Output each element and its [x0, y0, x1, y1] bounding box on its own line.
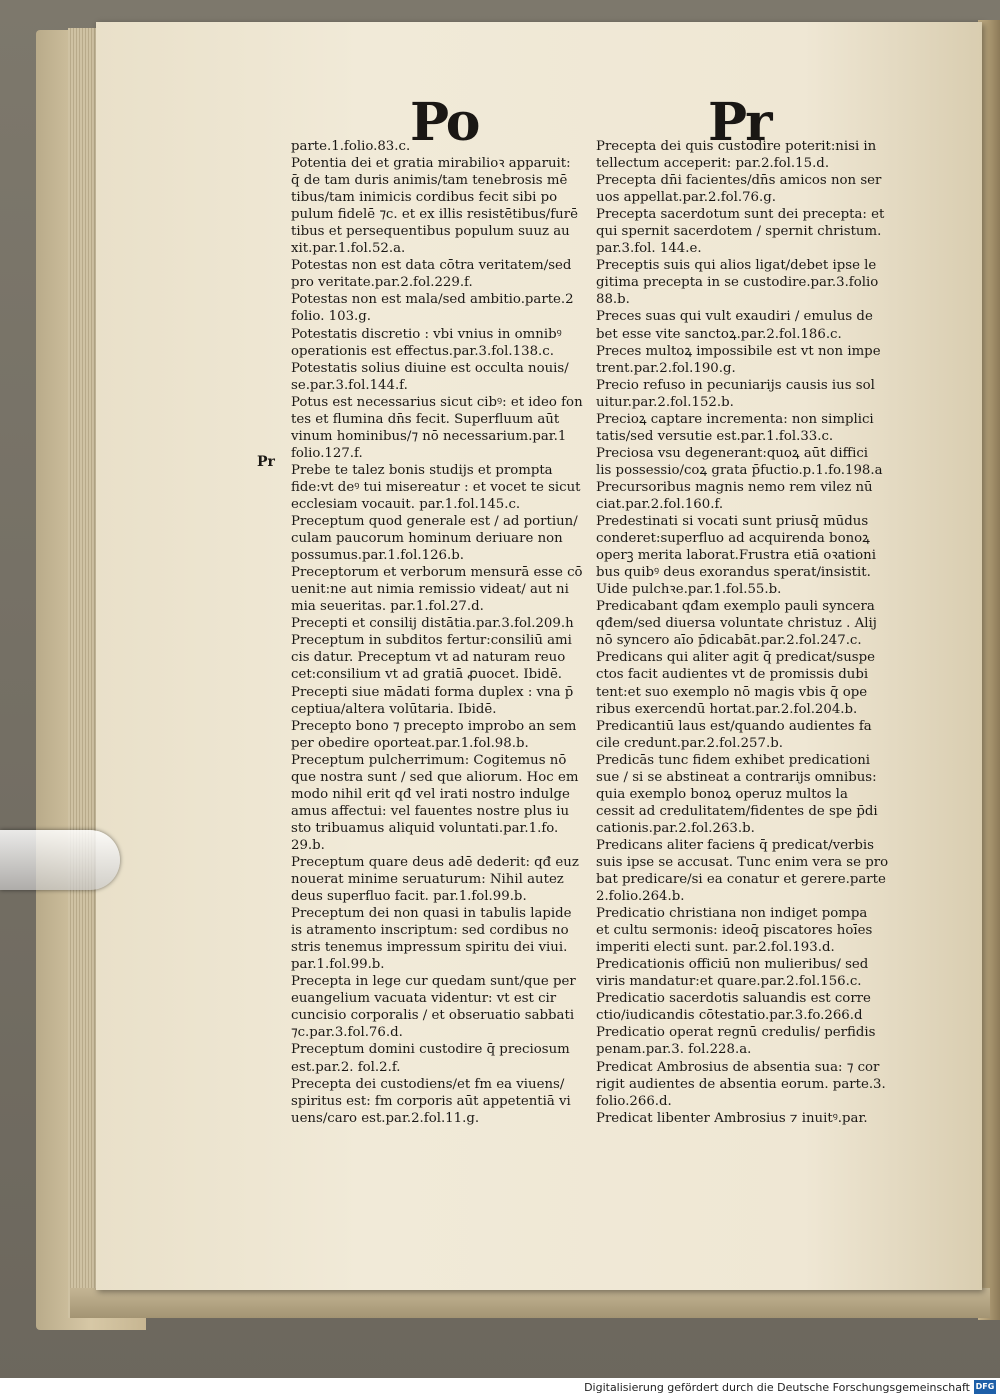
text-line: ctio/iudicandis cōtestatio.par.3.fo.266.d: [596, 1008, 863, 1024]
text-line: se.par.3.fol.144.f.: [291, 377, 408, 393]
text-line: trent.par.2.fol.190.g.: [596, 360, 736, 376]
text-line: mia seueritas. par.1.fol.27.d.: [291, 599, 484, 615]
text-line: amus affectui: vel fauentes nostre plus iu: [291, 803, 570, 819]
text-line: nouerat minime seruaturum: Nihil autez: [291, 872, 564, 888]
text-line: imperiti electi sunt. par.2.fol.193.d.: [596, 940, 835, 956]
text-line: que nostra sunt / sed que aliorum. Hoc em: [291, 769, 579, 785]
text-line: tibus/tam inimicis cordibus fecit sibi po: [291, 190, 558, 206]
text-line: rigit audientes de absentia eorum. parte.3.: [596, 1076, 886, 1092]
left-text-column: [291, 138, 591, 1127]
text-line: Precepto bono ⁊ precepto improbo an sem: [291, 718, 577, 734]
text-line: operꝫ merita laborat.Frustra etiā oꝛationi: [596, 548, 876, 564]
text-line: vinum hominibus/⁊ nō necessarium.par.1: [291, 428, 567, 444]
running-header-right: Pr: [708, 92, 771, 153]
text-line: cis datur. Preceptum vt ad naturam reuo: [291, 650, 566, 666]
text-line: parte.1.folio.83.c.: [291, 139, 411, 154]
text-line: Predicās tunc fidem exhibet predicationi: [596, 752, 871, 768]
text-line: Precepta sacerdotum sunt dei precepta: et: [596, 207, 885, 223]
text-line: Potestatis solius diuine est occulta nouis/: [291, 360, 569, 376]
text-line: quia exemplo bonoꝝ operuz multos la: [596, 786, 848, 802]
text-line: Potestatis discretio : vbi vnius in omnibꝰ: [291, 326, 562, 342]
text-line: culam paucorum hominum deriuare non: [291, 531, 563, 547]
text-line: cile credunt.par.2.fol.257.b.: [596, 735, 783, 751]
text-line: Potentia dei et gratia mirabilioꝛ apparuit:: [291, 156, 571, 172]
text-line: Potestas non est mala/sed ambitio.parte.2: [291, 292, 574, 308]
text-line: Predicat Ambrosius de absentia sua: ⁊ cor: [596, 1059, 880, 1075]
text-line: uos appellat.par.2.fol.76.g.: [596, 190, 776, 206]
text-line: est.par.2. fol.2.f.: [291, 1059, 401, 1075]
text-line: nō syncero aīo p̄dicabāt.par.2.fol.247.c.: [596, 633, 862, 649]
text-line: cuncisio corporalis / et obseruatio sabbati: [291, 1008, 575, 1024]
text-line: sue / si se abstineat a contrarijs omnibus:: [596, 769, 877, 785]
text-line: Preces suas qui vult exaudiri / emulus de: [596, 309, 873, 325]
text-line: Precepti siue mādati forma duplex : vna p̄: [291, 684, 574, 700]
text-line: uens/caro est.par.2.fol.11.g.: [291, 1110, 480, 1126]
footer-credit: Digitalisierung gefördert durch die Deutsche Forschungsgemeinschaft: [584, 1381, 970, 1394]
text-line: bat predicare/si ea conatur et gerere.parte: [596, 872, 886, 888]
text-line: per obedire oporteat.par.1.fol.98.b.: [291, 735, 529, 751]
text-line: Predicatio sacerdotis saluandis est corre: [596, 991, 871, 1007]
text-line: Precursoribus magnis nemo rem vilez nū: [596, 479, 873, 495]
text-line: Precepta in lege cur quedam sunt/que per: [291, 974, 576, 990]
running-header-left: Po: [410, 92, 479, 153]
text-line: is atramento inscriptum: sed cordibus no: [291, 923, 569, 939]
text-line: Preceptum quare deus adē dederit: qđ euz: [291, 854, 579, 870]
text-line: ecclesiam vocauit. par.1.fol.145.c.: [291, 496, 521, 512]
text-line: 29.b.: [291, 837, 325, 853]
text-line: penam.par.3. fol.228.a.: [596, 1042, 752, 1058]
text-line: Potus est necessarius sicut cibꝰ: et ideo fon: [291, 394, 583, 410]
text-line: Potestas non est data cōtra veritatem/sed: [291, 258, 572, 274]
text-line: bet esse vite sanctoꝝ.par.2.fol.186.c.: [596, 326, 842, 342]
margin-note: Pr: [257, 454, 275, 470]
text-line: stris tenemus impressum spiritu dei viui.: [291, 940, 568, 956]
text-line: tes et flumina dn̄s fecit. Superfluum aūt: [291, 411, 560, 427]
text-line: Prebe te talez bonis studijs et prompta: [291, 462, 553, 478]
text-line: Preceptorum et verborum mensurā esse cō: [291, 565, 583, 581]
text-line: ribus exercendū hortat.par.2.fol.204.b.: [596, 701, 858, 717]
text-line: qui spernit sacerdotem / spernit christum.: [596, 224, 882, 240]
text-line: euangelium vacuata videntur: vt est cir: [291, 991, 557, 1007]
text-line: Predicat libenter Ambrosius ⁊ inuitꝰ.par.: [596, 1110, 868, 1126]
text-line: cationis.par.2.fol.263.b.: [596, 820, 755, 836]
text-line: tatis/sed versutie est.par.1.fol.33.c.: [596, 428, 834, 444]
text-line: 88.b.: [596, 292, 630, 308]
text-line: deus superfluo facit. par.1.fol.99.b.: [291, 889, 527, 905]
text-line: Predicans aliter faciens q̄ predicat/verbis: [596, 837, 874, 853]
dfg-logo: DFG: [974, 1380, 996, 1394]
text-line: Predestinati si vocati sunt priusq̄ mūdus: [596, 514, 869, 530]
text-line: xit.par.1.fol.52.a.: [291, 241, 406, 257]
text-line: ciat.par.2.fol.160.f.: [596, 496, 724, 512]
text-line: Predicantiū laus est/quando audientes fa: [596, 718, 872, 734]
text-line: spiritus est: fm corporis aūt appetentiā vi: [291, 1093, 571, 1109]
text-line: tent:et suo exemplo nō magis vbis q̄ ope: [596, 684, 868, 700]
text-line: uitur.par.2.fol.152.b.: [596, 394, 734, 410]
text-line: fide:vt deꝰ tui misereatur : et vocet te sicut: [291, 479, 581, 495]
text-line: bus quibꝰ deus exorandus sperat/insistit.: [596, 565, 871, 581]
text-line: ctos facit audientes vt de promissis dubi: [596, 667, 869, 683]
text-line: pro veritate.par.2.fol.229.f.: [291, 275, 473, 291]
text-line: Preceptum domini custodire q̄ preciosum: [291, 1042, 570, 1058]
text-line: folio.127.f.: [291, 445, 363, 461]
text-line: gitima precepta in se custodire.par.3.folio: [596, 275, 879, 291]
text-line: conderet:superfluo ad acquirenda bonoꝝ: [596, 531, 870, 547]
text-line: Precepta dei custodiens/et fm ea viuens/: [291, 1076, 565, 1092]
text-line: Preceptum in subditos fertur:consiliū ami: [291, 633, 572, 649]
text-line: Uide pulchꝛe.par.1.fol.55.b.: [596, 582, 782, 598]
text-line: Precioꝝ captare incrementa: non simplici: [596, 411, 874, 427]
text-line: lis possessio/coꝝ grata p̄fuctio.p.1.fo.198.a: [596, 462, 883, 478]
text-line: Preciosa vsu degenerant:quoꝝ aūt diffici: [596, 445, 869, 461]
text-line: Predicans qui aliter agit q̄ predicat/suspe: [596, 650, 876, 666]
text-line: par.1.fol.99.b.: [291, 957, 385, 973]
text-line: viris mandatur:et quare.par.2.fol.156.c.: [596, 974, 862, 990]
text-line: ⁊c.par.3.fol.76.d.: [291, 1025, 403, 1041]
text-line: operationis est effectus.par.3.fol.138.c.: [291, 343, 554, 359]
text-line: Preces multoꝝ impossibile est vt non impe: [596, 343, 881, 359]
text-line: Preceptum dei non quasi in tabulis lapide: [291, 906, 572, 922]
text-line: qđem/sed diuersa voluntate christuz . Alij: [596, 616, 877, 632]
text-line: tibus et persequentibus populum suuz au: [291, 224, 570, 240]
text-line: et cultu sermonis: ideoq̄ piscatores hoīes: [596, 923, 873, 939]
text-line: Preceptum quod generale est / ad portiun/: [291, 514, 578, 530]
text-line: 2.folio.264.b.: [596, 889, 685, 905]
text-line: folio.266.d.: [596, 1093, 672, 1109]
text-line: tellectum acceperit: par.2.fol.15.d.: [596, 156, 830, 172]
text-line: Preceptum pulcherrimum: Cogitemus nō: [291, 752, 567, 768]
text-line: folio. 103.g.: [291, 309, 372, 325]
text-line: Precio refuso in pecuniarijs causis ius sol: [596, 377, 875, 393]
text-line: uenit:ne aut nimia remissio videat/ aut ni: [291, 582, 569, 598]
text-line: q̄ de tam duris animis/tam tenebrosis mē: [291, 173, 568, 189]
text-line: ceptiua/altera volūtaria. Ibidē.: [291, 701, 497, 717]
text-line: pulum fidelē ⁊c. et ex illis resistētibus/furē: [291, 207, 578, 223]
text-line: Preceptis suis qui alios ligat/debet ipse le: [596, 258, 877, 274]
text-line: Predicatio christiana non indiget pompa: [596, 906, 868, 922]
page-holder-tool: [0, 830, 120, 890]
text-line: Precepti et consilij distātia.par.3.fol.209.h: [291, 616, 574, 632]
text-line: cet:consilium vt ad gratiā ꝓuocet. Ibidē.: [291, 667, 563, 683]
text-line: par.3.fol. 144.e.: [596, 241, 702, 257]
right-text-column: [596, 138, 896, 1127]
text-line: suis ipse se accusat. Tunc enim vera se pro: [596, 854, 889, 870]
text-line: Precepta dn̄i facientes/dn̄s amicos non ser: [596, 173, 882, 189]
text-line: modo nihil erit qđ vel irati nostro indulge: [291, 786, 570, 802]
text-line: possumus.par.1.fol.126.b.: [291, 548, 464, 564]
book-bottom-edge: [70, 1288, 990, 1318]
text-line: Predicabant qđam exemplo pauli syncera: [596, 599, 875, 615]
text-line: cessit ad credulitatem/fidentes de spe p̄di: [596, 803, 878, 819]
text-line: sto tribuamus aliquid voluntati.par.1.fo.: [291, 820, 559, 836]
text-line: Predicationis officiū non mulieribus/ sed: [596, 957, 869, 973]
text-line: Predicatio operat regnū credulis/ perfidis: [596, 1025, 876, 1041]
text-line: Precepta dei quis custodire poterit:nisi in: [596, 139, 877, 154]
